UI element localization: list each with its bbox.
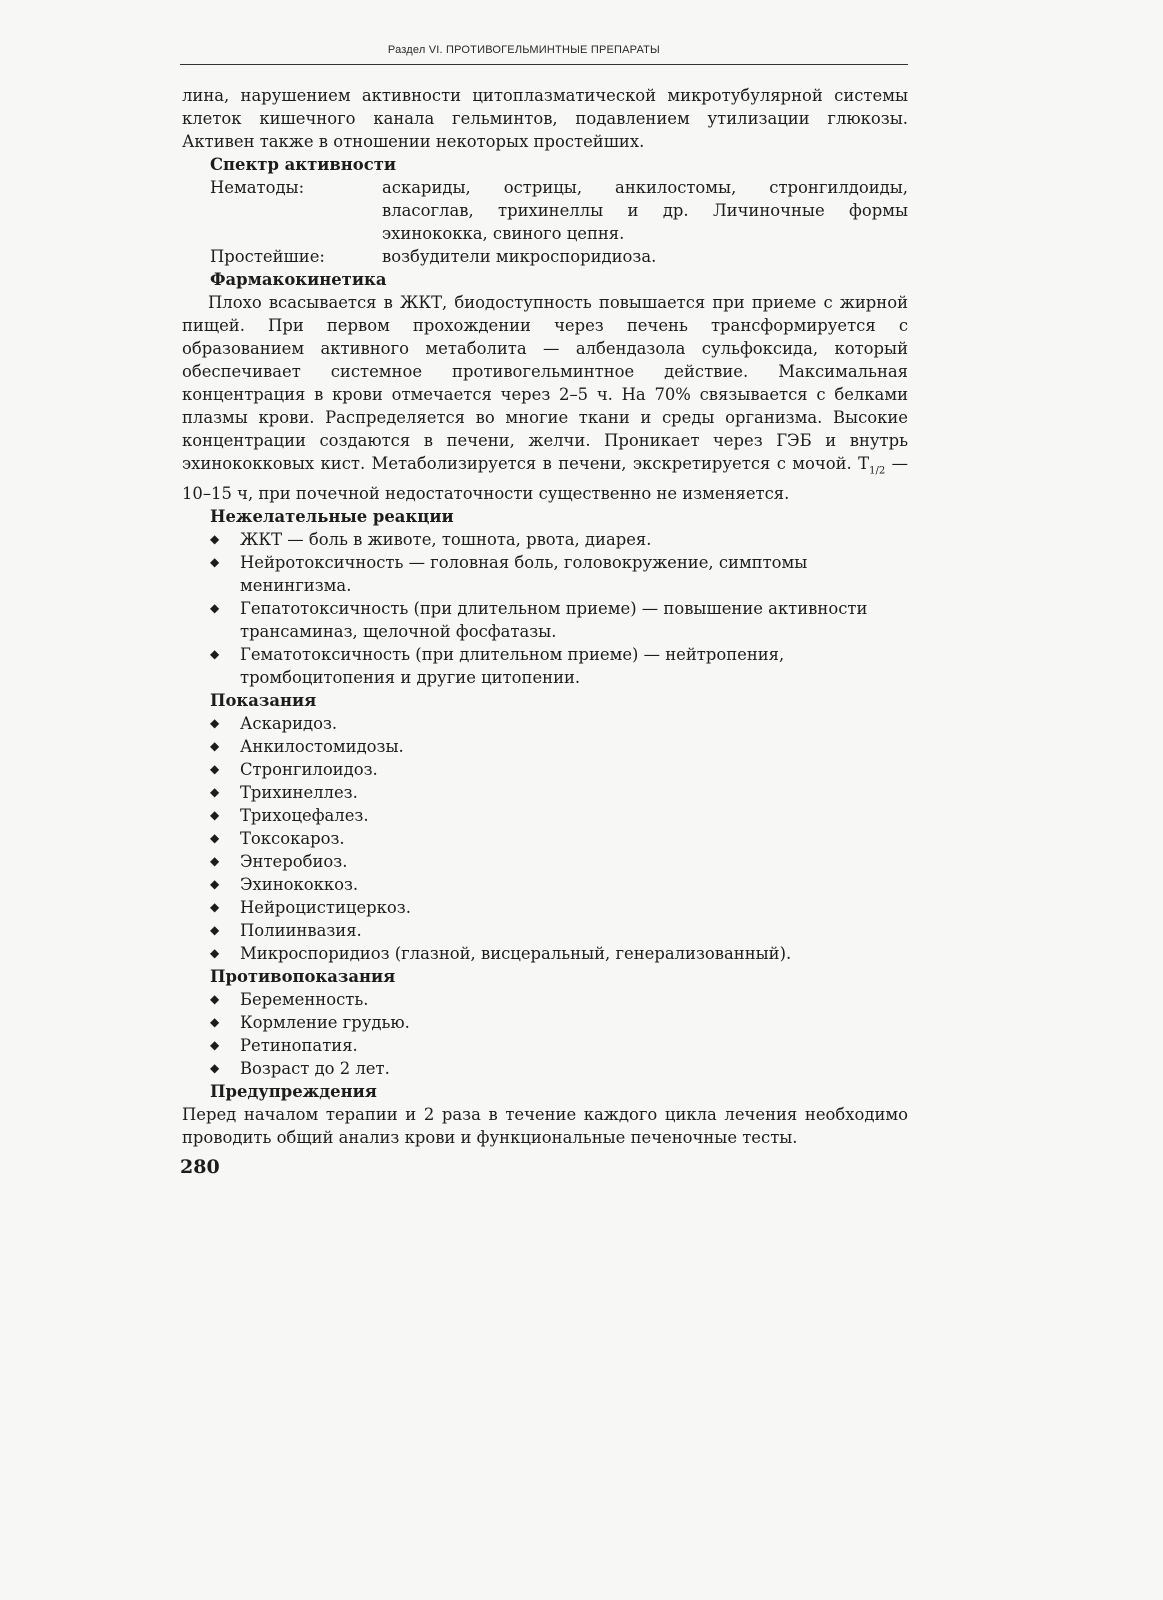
list-item-text: Нейротоксичность — головная боль, головокружение, симптомы менингизма. (240, 553, 808, 596)
bullet-icon: ◆ (210, 900, 220, 915)
list-item-text: Ретинопатия. (240, 1036, 358, 1056)
list-item (210, 735, 908, 758)
list-item (210, 597, 908, 643)
list-item-text: Токсокароз. (240, 829, 345, 849)
list-item (210, 804, 908, 827)
list-item-text: Трихинеллез. (240, 783, 358, 803)
spectrum-row-protozoa (210, 245, 908, 268)
page-number: 280 (180, 1156, 220, 1178)
list-item (210, 896, 908, 919)
list-item (210, 850, 908, 873)
spectrum-row-nematodes (210, 176, 908, 245)
list-item (210, 919, 908, 942)
adverse-heading: Нежелательные реакции (210, 507, 454, 527)
warnings-heading: Предупреждения (210, 1082, 377, 1102)
bullet-icon: ◆ (210, 762, 220, 777)
list-item (210, 1057, 908, 1080)
bullet-icon: ◆ (210, 532, 220, 547)
contraindications-heading: Противопоказания (210, 967, 396, 987)
bullet-icon: ◆ (210, 601, 220, 616)
indications-heading: Показания (210, 691, 317, 711)
bullet-icon: ◆ (210, 877, 220, 892)
list-item (210, 781, 908, 804)
list-item-text: Возраст до 2 лет. (240, 1059, 390, 1079)
list-item (210, 551, 908, 597)
bullet-icon: ◆ (210, 923, 220, 938)
list-item-text: Гепатотоксичность (при длительном приеме) — повышение активности трансаминаз, щелочной фосфатазы. (240, 599, 868, 642)
bullet-icon: ◆ (210, 716, 220, 731)
list-item (210, 712, 908, 735)
contraindications-list (182, 988, 908, 1080)
page-content (182, 84, 908, 1149)
bullet-icon: ◆ (210, 1038, 220, 1053)
list-item-text: Гематотоксичность (при длительном приеме) — нейтропения, тромбоцитопения и другие цитопении. (240, 645, 785, 688)
list-item-text: Нейроцистицеркоз. (240, 898, 411, 918)
list-item-text: Аскаридоз. (240, 714, 338, 734)
bullet-icon: ◆ (210, 946, 220, 961)
list-item (210, 643, 908, 689)
spectrum-heading: Спектр активности (210, 155, 397, 174)
bullet-icon: ◆ (210, 1015, 220, 1030)
adverse-list (182, 528, 908, 689)
list-item (210, 942, 908, 965)
bullet-icon: ◆ (210, 739, 220, 754)
list-item-text: Микроспоридиоз (глазной, висцеральный, генерализованный). (240, 944, 792, 964)
bullet-icon: ◆ (210, 854, 220, 869)
bullet-icon: ◆ (210, 1061, 220, 1076)
list-item-text: ЖКТ — боль в животе, тошнота, рвота, диарея. (240, 530, 652, 550)
running-header (180, 40, 908, 65)
list-item (210, 827, 908, 850)
list-item (210, 988, 908, 1011)
list-item-text: Трихоцефалез. (240, 806, 369, 826)
bullet-icon: ◆ (210, 831, 220, 846)
running-title: Раздел VI. ПРОТИВОГЕЛЬМИНТНЫЕ ПРЕПАРАТЫ (387, 44, 660, 56)
bullet-icon: ◆ (210, 647, 220, 662)
list-item-text: Кормление грудью. (240, 1013, 410, 1033)
list-item-text: Энтеробиоз. (240, 852, 348, 872)
list-item-text: Эхинококкоз. (240, 875, 359, 895)
indications-list (182, 712, 908, 965)
list-item-text: Беременность. (240, 990, 369, 1010)
pharmacokinetics-heading: Фармакокинетика (210, 270, 387, 289)
bullet-icon: ◆ (210, 808, 220, 823)
list-item-text: Полиинвазия. (240, 921, 362, 941)
bullet-icon: ◆ (210, 785, 220, 800)
list-item (210, 528, 908, 551)
half-life-subscript: 1/2 (869, 465, 886, 477)
pk-text-part: Плохо всасывается в ЖКТ, биодоступность повышается при приеме с жирной пищей. При первом прохождении через печень трансформируется с образованием активного метаболита — албендазола сульфоксида, который обеспечивает системное противогельминтное действие. Максимальная концентрация в крови отмечается через 2–5 ч. На 70% связывается с белками плазмы крови. Распределяется во многие ткани и среды организма. Высокие концентрации создаются в печени, желчи. Проникает через ГЭБ и внутрь эхинококковых кист. Метаболизируется в печени, экскретируется с мочой. Т (182, 293, 908, 473)
spectrum-value: аскариды, острицы, анкилостомы, стронгилдоиды, власоглав, трихинеллы и др. Личиночные формы эхинококка, свиного цепня. (382, 178, 908, 243)
intro-paragraph: лина, нарушением активности цитоплазматической микротубулярной системы клеток кишечного канала гельминтов, подавлением утилизации глюкозы. Активен также в отношении некоторых простейших. (182, 86, 908, 151)
warnings-paragraph: Перед началом терапии и 2 раза в течение каждого цикла лечения необходимо проводить общий анализ крови и функциональные печеночные тесты. (182, 1105, 908, 1148)
list-item (210, 758, 908, 781)
pharmacokinetics-paragraph (182, 291, 908, 505)
list-item (210, 1011, 908, 1034)
bullet-icon: ◆ (210, 992, 220, 1007)
list-item (210, 873, 908, 896)
list-item-text: Стронгилоидоз. (240, 760, 378, 780)
spectrum-label: Простейшие: (210, 247, 325, 266)
pk-text-part: — 10–15 ч, при почечной недостаточности существенно не изменяется. (182, 454, 908, 504)
list-item (210, 1034, 908, 1057)
bullet-icon: ◆ (210, 555, 220, 570)
spectrum-label: Нематоды: (210, 178, 305, 197)
list-item-text: Анкилостомидозы. (240, 737, 404, 757)
spectrum-value: возбудители микроспоридиоза. (382, 247, 657, 266)
